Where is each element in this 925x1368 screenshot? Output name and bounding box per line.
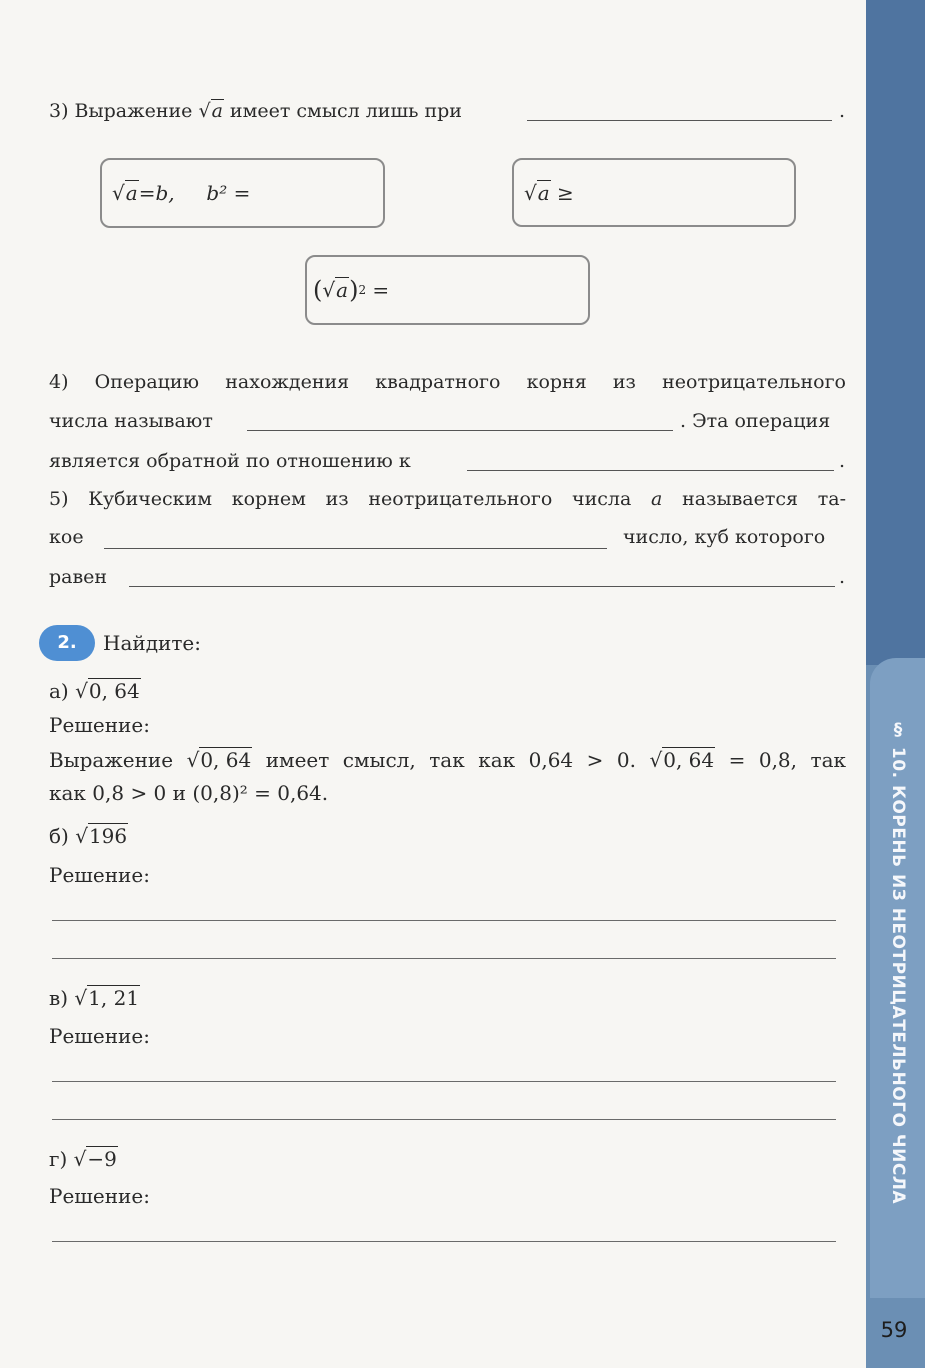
task-d-expression: г) √−9 [49, 1147, 117, 1171]
item5-answer-blank-1[interactable] [104, 548, 607, 549]
task-c-expression: в) √1, 21 [49, 986, 140, 1010]
item4-line3-end: . [839, 450, 846, 472]
task-b-expression: б) √196 [49, 824, 128, 848]
task-a-solution-label: Решение: [49, 713, 150, 737]
item3-period: . [839, 100, 846, 122]
formula-box-nonnegative[interactable]: √a ≥ [512, 158, 796, 227]
task-c-solution-label: Решение: [49, 1024, 150, 1048]
task-d-answer-line-1[interactable] [52, 1241, 836, 1242]
task-number-badge: 2. [39, 625, 95, 661]
item3-answer-blank[interactable] [527, 120, 832, 121]
task-d-solution-label: Решение: [49, 1184, 150, 1208]
item4-answer-blank-2[interactable] [467, 470, 834, 471]
task-a-expression: а) √0, 64 [49, 679, 140, 703]
item5-line2-end: число, куб которого [623, 526, 826, 548]
item4-line1: 4) Операцию нахождения квадратного корня из неотрицательного [49, 371, 846, 393]
item5-line1: 5) Кубическим корнем из неотрицательного числа a называется та- [49, 488, 846, 510]
task-c-answer-line-1[interactable] [52, 1081, 836, 1082]
task-a-solution-line1: Выражение √0, 64 имеет смысл, так как 0,64 > 0. √0, 64 = 0,8, так [49, 748, 846, 772]
item4-line2-end: . Эта операция [680, 410, 831, 432]
item4-line2-start: числа называют [49, 410, 213, 432]
section-title: § 10. КОРЕНЬ ИЗ НЕОТРИЦАТЕЛЬНОГО ЧИСЛА [888, 720, 908, 1205]
task-title: Найдите: [103, 631, 201, 655]
item3-text: 3) Выражение √a имеет смысл лишь при [49, 100, 462, 122]
item5-answer-blank-2[interactable] [129, 586, 835, 587]
item5-line2-start: кое [49, 526, 84, 548]
item5-line3-start: равен [49, 566, 108, 588]
task-b-answer-line-1[interactable] [52, 920, 836, 921]
task-b-solution-label: Решение: [49, 863, 150, 887]
task-a-solution-line2: как 0,8 > 0 и (0,8)² = 0,64. [49, 781, 329, 805]
side-tab-top [866, 0, 925, 665]
formula-box-square[interactable]: ( √a ) 2 = [305, 255, 590, 325]
formula-box-definition[interactable]: √a =b, b² = [100, 158, 385, 228]
task-b-answer-line-2[interactable] [52, 958, 836, 959]
item4-line3-start: является обратной по отношению к [49, 450, 411, 472]
page-number: 59 [880, 1318, 908, 1342]
task-c-answer-line-2[interactable] [52, 1119, 836, 1120]
item5-line3-end: . [839, 566, 846, 588]
item4-answer-blank-1[interactable] [247, 430, 673, 431]
